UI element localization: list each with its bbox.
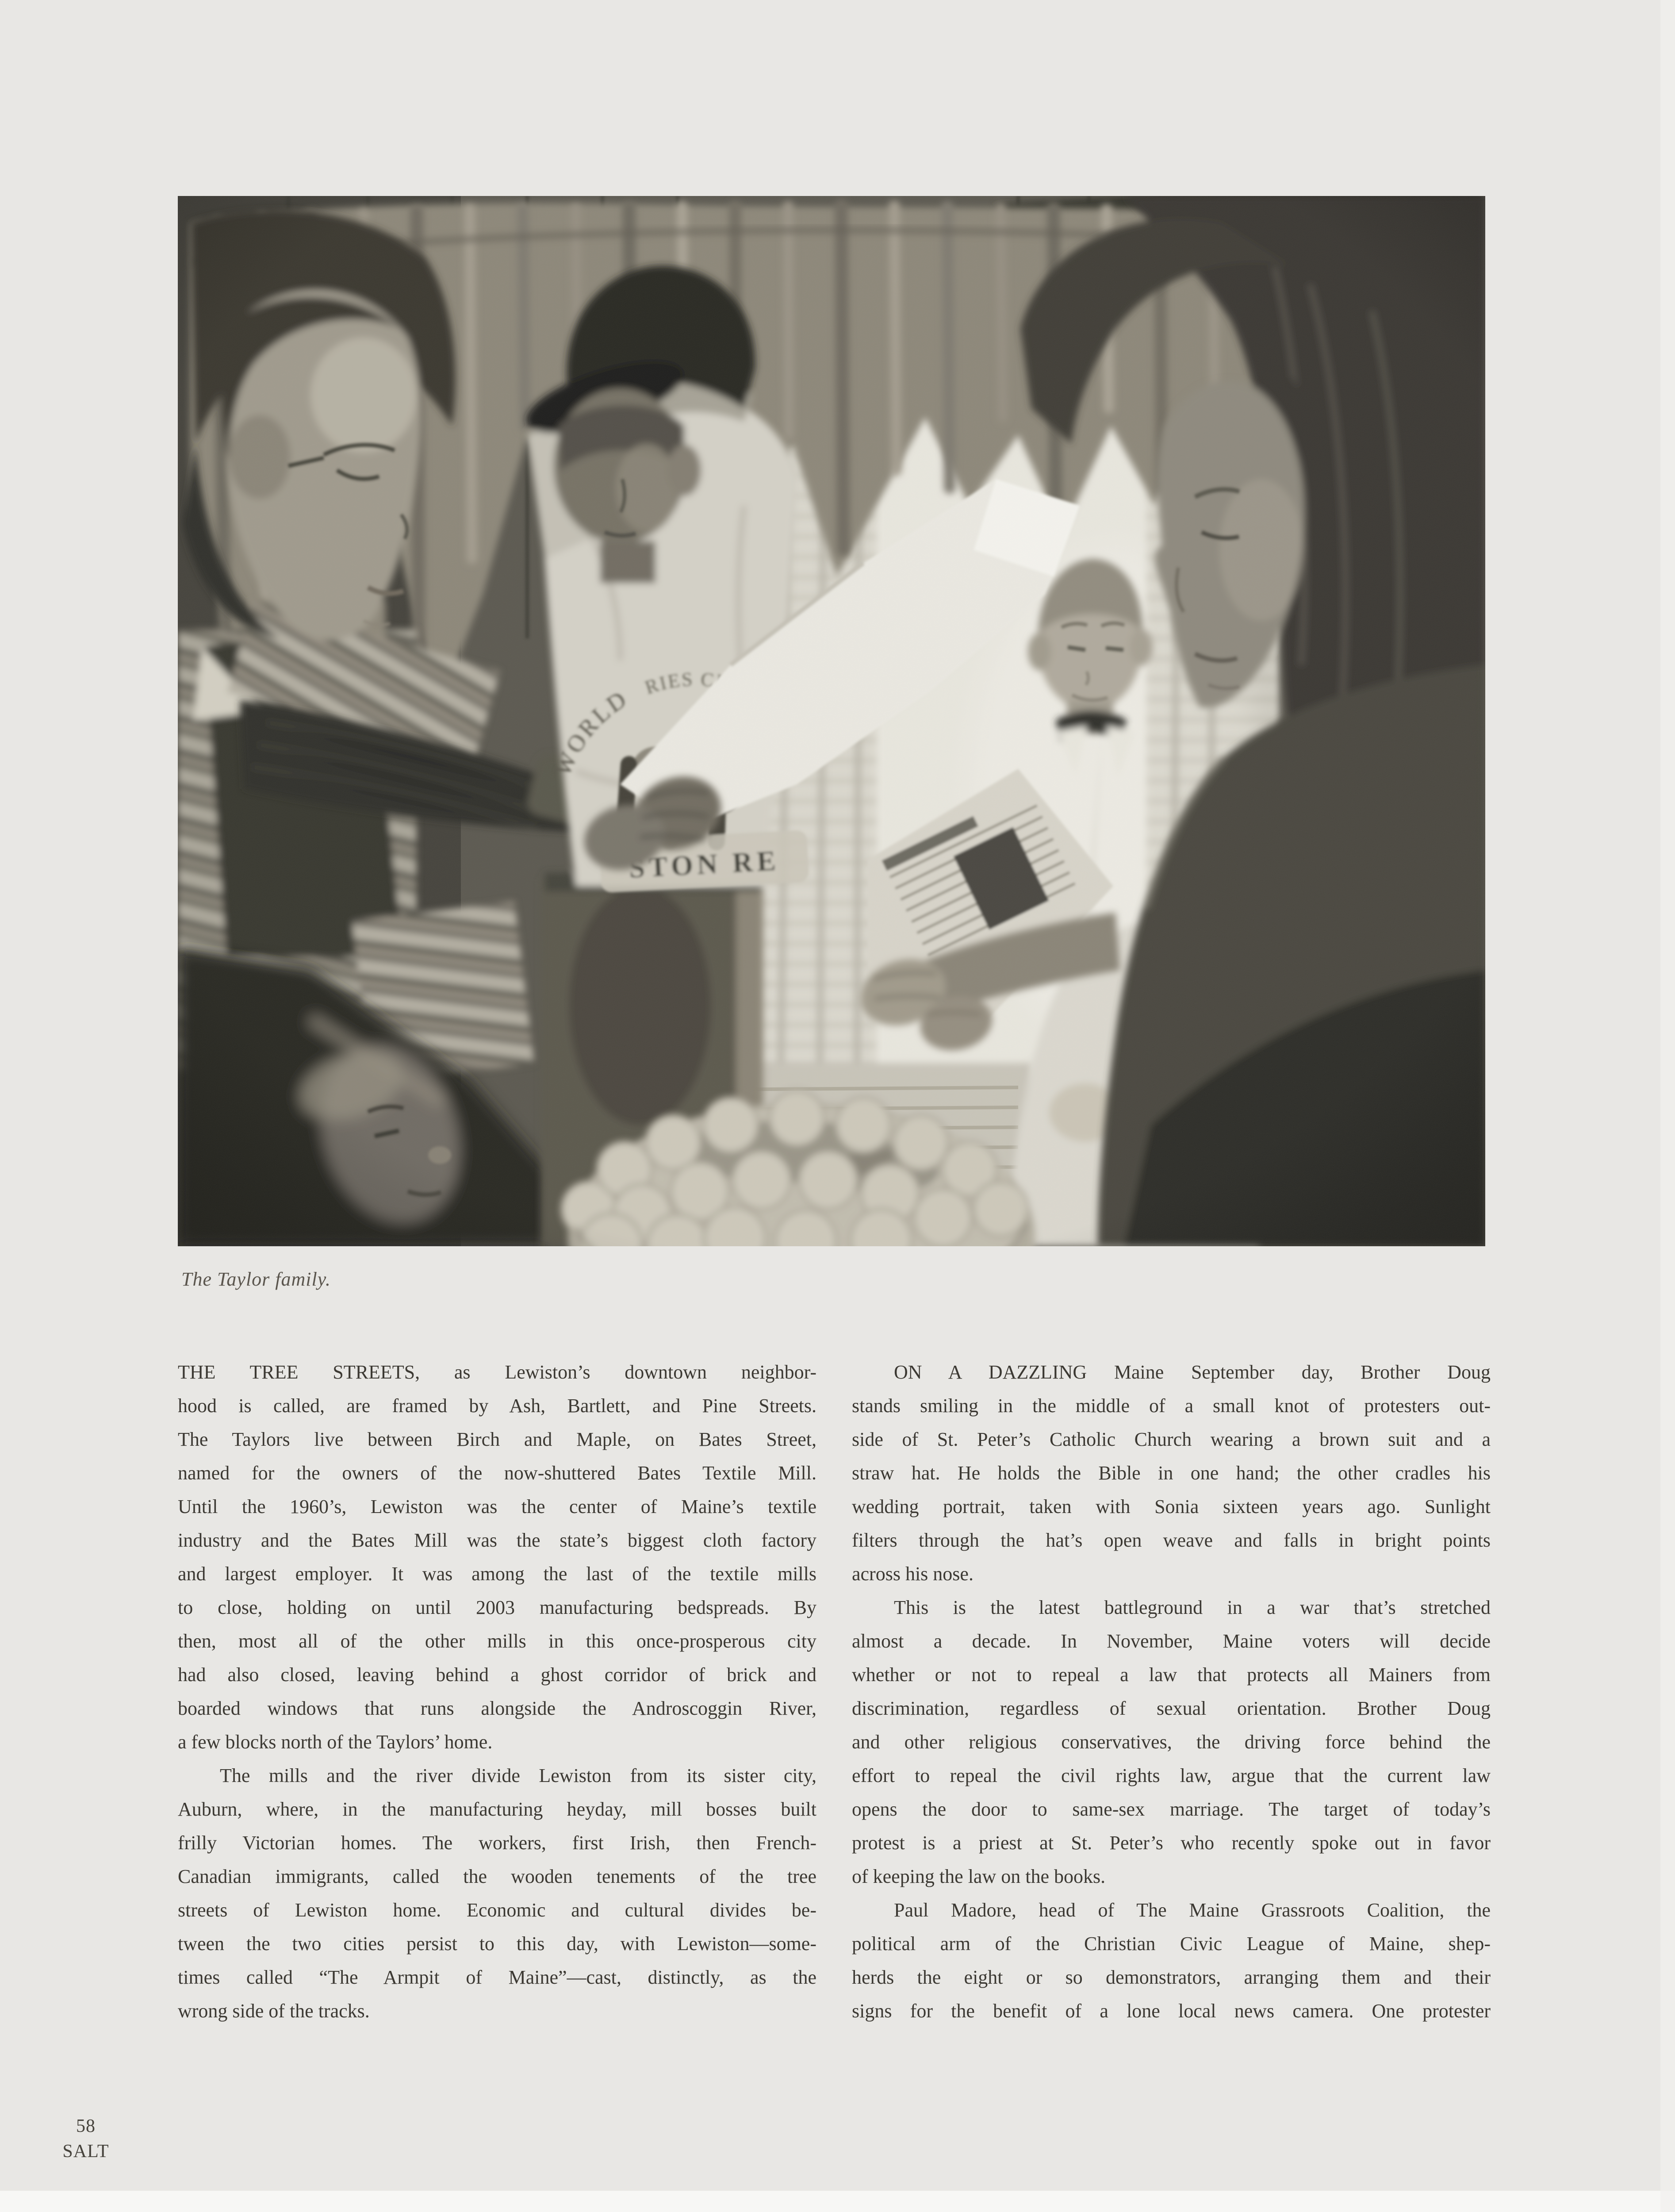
text-line: The mills and the river divide Lewiston from its sister city,: [220, 1765, 816, 1786]
text-line: and largest employer. It was among the last of the textile mills: [178, 1563, 816, 1585]
text-line: Canadian immigrants, called the wooden tenements of the tree: [178, 1866, 816, 1887]
article-column-left: [178, 1356, 816, 2028]
text-line: a few blocks north of the Taylors’ home.: [178, 1731, 493, 1753]
page-footer: [51, 2114, 120, 2164]
text-line: whether or not to repeal a law that protects all Mainers from: [852, 1664, 1491, 1686]
text-line: times called “The Armpit of Maine”—cast, distinctly, as the: [178, 1966, 816, 1988]
text-line: This is the latest battleground in a war that’s stretched: [894, 1597, 1491, 1618]
page-number: 58: [76, 2116, 96, 2136]
text-line: named for the owners of the now-shuttered Bates Textile Mill.: [178, 1462, 816, 1484]
text-line: political arm of the Christian Civic League of Maine, shep-: [852, 1933, 1491, 1955]
text-line: effort to repeal the civil rights law, argue that the current law: [852, 1765, 1491, 1786]
text-line: side of St. Peter’s Catholic Church wearing a brown suit and a: [852, 1429, 1491, 1450]
text-line: signs for the benefit of a lone local news camera. One protester: [852, 2000, 1491, 2022]
text-line: hood is called, are framed by Ash, Bartlett, and Pine Streets.: [178, 1395, 816, 1417]
text-line: Auburn, where, in the manufacturing heyday, mill bosses built: [178, 1798, 816, 1820]
text-line: streets of Lewiston home. Economic and cultural divides be-: [178, 1899, 816, 1921]
text-line: then, most all of the other mills in this once-prosperous city: [178, 1630, 816, 1652]
magazine-name: SALT: [62, 2141, 109, 2162]
photo-caption: The Taylor family.: [181, 1268, 331, 1290]
text-line: and other religious conservatives, the driving force behind the: [852, 1731, 1491, 1753]
text-line: straw hat. He holds the Bible in one hand; the other cradles his: [852, 1462, 1491, 1484]
text-line: Until the 1960’s, Lewiston was the center of Maine’s textile: [178, 1496, 816, 1517]
text-line: wedding portrait, taken with Sonia sixteen years ago. Sunlight: [852, 1496, 1491, 1517]
text-line: boarded windows that runs alongside the Androscoggin River,: [178, 1697, 816, 1719]
article-column-right: [852, 1356, 1491, 2028]
text-line: tween the two cities persist to this day, with Lewiston—some-: [178, 1933, 816, 1955]
family-photo-graphic: [178, 196, 1485, 1246]
text-line: had also closed, leaving behind a ghost corridor of brick and: [178, 1664, 816, 1686]
text-line: frilly Victorian homes. The workers, first Irish, then French-: [178, 1832, 816, 1854]
family-photo: [178, 196, 1485, 1246]
text-line: filters through the hat’s open weave and falls in bright points: [852, 1529, 1491, 1551]
text-line: herds the eight or so demonstrators, arranging them and their: [852, 1966, 1491, 1988]
text-line: wrong side of the tracks.: [178, 2000, 370, 2022]
text-line: Paul Madore, head of The Maine Grassroots Coalition, the: [894, 1899, 1491, 1921]
text-line: THE TREE STREETS, as Lewiston’s downtown neighbor-: [178, 1361, 816, 1383]
text-line: of keeping the law on the books.: [852, 1866, 1106, 1887]
scan-edge-bottom: [0, 2191, 1675, 2212]
text-line: across his nose.: [852, 1563, 974, 1585]
text-line: opens the door to same-sex marriage. The target of today’s: [852, 1798, 1491, 1820]
text-line: stands smiling in the middle of a small knot of protesters out-: [852, 1395, 1491, 1417]
text-line: discrimination, regardless of sexual orientation. Brother Doug: [852, 1697, 1491, 1719]
text-line: almost a decade. In November, Maine voters will decide: [852, 1630, 1491, 1652]
text-line: ON A DAZZLING Maine September day, Brother Doug: [894, 1361, 1491, 1383]
text-line: protest is a priest at St. Peter’s who recently spoke out in favor: [852, 1832, 1491, 1854]
text-line: The Taylors live between Birch and Maple, on Bates Street,: [178, 1429, 816, 1450]
text-line: to close, holding on until 2003 manufacturing bedspreads. By: [178, 1597, 816, 1618]
text-line: industry and the Bates Mill was the state’s biggest cloth factory: [178, 1529, 816, 1551]
scan-edge-right: [1660, 0, 1675, 2212]
